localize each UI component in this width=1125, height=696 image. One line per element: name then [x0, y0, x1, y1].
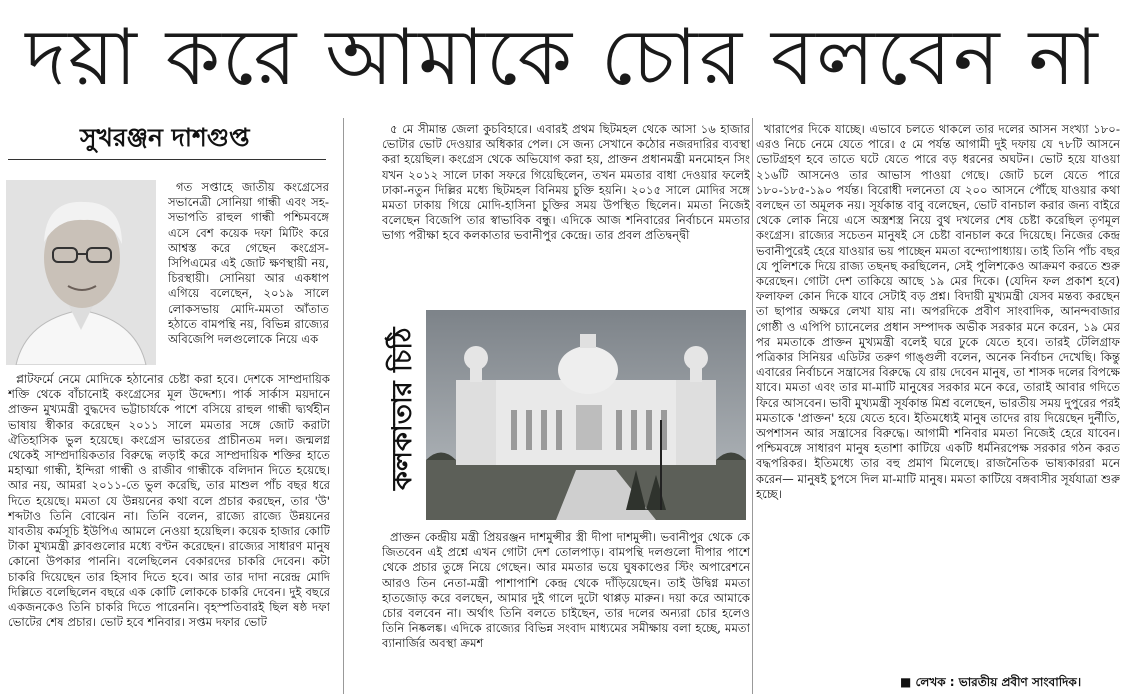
column-3 — [756, 122, 1120, 672]
victoria-memorial-photo — [426, 310, 746, 520]
author-note: ■ লেখক : ভারতীয় প্রবীণ সাংবাদিক। — [900, 675, 1082, 689]
byline-divider — [8, 159, 326, 160]
victoria-memorial-image — [426, 310, 746, 520]
article-paragraph: খারাপের দিকে যাচ্ছে। এভাবে চলতে থাকলে তার দলের আসন সংখ্যা ১৮০-এরও নিচে নেমে যেতে পারে। ৫ মে পর্যন্ত আগামী দুই দফায় যে ৭৮টি আসনে ভোটগ্রহণ হবে তাতে ঘটে যেতে পারে বড় ধরনের অঘটন। ভোট হয়ে যাওয়া ২১৬টি আসনেও তার আভাস পাওয়া গেছে। জোট চলে যেতে পারে ১৮০-১৮৫-১৯০ পর্যন্ত। বিরোধী দলনেতা যে ২০০ আসনে পৌঁছে যাওয়ার কথা বলছেন তা অমূলক নয়। সূর্যকান্ত বাবু বলেছেন, ভোট বানচাল করার জন্য বাইরে থেকে লোক নিয়ে এসে অস্ত্রশস্ত্র নিয়ে বুথ দখলের শেষ চেষ্টা করেছিল তৃণমূল কংগ্রেস। রাজ্যের সচেতন মানুষই সে চেষ্টা বানচাল করে দিয়েছে। নিজের কেন্দ্র ভবানীপুরেই হেরে যাওয়ার ভয় পাচ্ছেন মমতা বন্দ্যোপাধ্যায়। তাই তিনি পাঁচ বছর যে পুলিশকে দিয়ে রাজ্য তছনছ করছিলেন, সেই পুলিশকেও আক্রমণ করতে শুরু করেছেন। গোটা দেশ তাকিয়ে আছে ১৯ মের দিকে। (যেদিন ফল প্রকাশ হবে) ফলাফল কোন দিকে যাবে সেটাই বড় প্রশ্ন। বিদায়ী মুখ্যমন্ত্রী যেসব মন্তব্য করছেন তা ছাপার অক্ষরে লেখা যায় না। অপরদিকে প্রবীণ সাংবাদিক, আনন্দবাজার গোষ্ঠী ও এপিপি চ্যানেলের প্রধান সম্পাদক অভীক সরকার মনে করেন, ১৯ মের পর মমতাকে প্রাক্তন মুখ্যমন্ত্রী বলেই ঘরে ঢুকে যেতে হবে। তারই টেলিগ্রাফ পত্রিকার সিনিয়র এডিটর তরুণ গাঙ্গুলী বলেন, অনেক নির্বাচন দেখেছি। কিন্তু এবারের নির্বাচনে সন্ত্রাসের বিরুদ্ধে যে রায় দেবেন মানুষ, তা শাসক দলের বিপক্ষে যাবে। মমতা এবং তার মা-মাটি মানুষের সরকার মনে করে, তারাই আবার গদিতে ফিরে আসবেন। ভাবী মুখ্যমন্ত্রী সূর্যকান্ত মিশ্র বলেছেন, ভারতীয় সময় দুপুরের পরই মমতাকে 'প্রাক্তন' হয়ে যেতে হবে। ইতিমধ্যেই মানুষ তাদের রায় দিয়েছেন দুর্নীতি, অপশাসন আর সন্ত্রাসের বিরুদ্ধে। আগামী শনিবার মমতা নিজেই হেরে যাবেন। পশ্চিমবঙ্গে সাধারণ মানুষ হতাশা কাটিয়ে একটি ধর্মনিরপেক্ষ সরকার গঠন করত বদ্ধপরিকর। ইতিমধ্যে তার বহু প্রমাণ মিলেছে। রাজনৈতিক ভাষ্যকাররা মনে করেন— মানুষই চুপসে দিল মা-মাটি মানুষ। মমতা কাটিয়ে বঙ্গবাসীর সূর্যযাত্রা শুরু হচ্ছে। — [756, 122, 1120, 501]
column-2-top — [382, 122, 750, 304]
column-divider — [343, 118, 344, 694]
headline: দয়া করে আমাকে চোর বলবেন না — [25, 13, 1100, 103]
column-1-bottom — [8, 372, 330, 694]
column-divider — [752, 118, 753, 694]
article-paragraph: গত সপ্তাহে জাতীয় কংগ্রেসের সভানেত্রী সোনিয়া গান্ধী এবং সহ-সভাপতি রাহুল গান্ধী পশ্চিমবঙ্গে এসে বেশ কয়েক দফা মিটিং করে আশ্বস্ত করে গেছেন কংগ্রেস-সিপিএমের এই জোট ক্ষণস্থায়ী নয়, চিরস্থায়ী। সোনিয়া আর একধাপ এগিয়ে বলেছেন, ২০১৯ সালে লোকসভায় মোদি-মমতা আঁতাত হঠাতে বামপন্থি নয়, বিভিন্ন রাজ্যের অবিজেপি দলগুলোকে নিয়ে এক — [168, 180, 329, 347]
author-portrait — [6, 180, 156, 365]
photo-caption: কলকাতার চিঠি — [387, 327, 418, 490]
article-paragraph: প্লাটফর্মে নেমে মোদিকে হঠানোর চেষ্টা করা হবে। দেশকে সাম্প্রদায়িক শক্তি থেকে বাঁচানোই কংগ্রেসের মূল উদ্দেশ্য। পার্ক সার্কাস ময়দানে প্রাক্তন মুখ্যমন্ত্রী বুদ্ধদেব ভট্টাচার্যকে পাশে বসিয়ে রাহুল গান্ধী দ্ব্যর্থহীন ভাষায় স্বীকার করেছেন ২০১১ সালে মমতার সঙ্গে জোট করাটা ঐতিহাসিক ভুল হয়েছে। কংগ্রেস ভারতের প্রাচীনতম দল। জন্মলগ্ন থেকেই সাম্প্রদায়িকতার বিরুদ্ধে লড়াই করে সাম্প্রদায়িক শক্তির হাতে মহাত্মা গান্ধী, ইন্দিরা গান্ধী ও রাজীব গান্ধীকে বলিদান দিতে হয়েছে। আর নয়, আমরা ২০১১-তে ভুল করেছি, তার মাশুল পাঁচ বছর ধরে দিতে হয়েছে। মমতা যে উন্নয়নের কথা বলে প্রচার করছেন, তার 'উ' শব্দটাও তিনি বোঝেন না। তিনি বলেন, রাজ্যে রাজ্যে উন্নয়নের যাবতীয় কর্মসূচি ইউপিএ আমলে নেওয়া হয়েছিল। কয়েক হাজার কোটি টাকা মুখ্যমন্ত্রী ক্লাবগুলোর মধ্যে বণ্টন করেছেন। রাজ্যের সাধারণ মানুষ কোনো উপকার পাননি। বলেছিলেন বেকারদের চাকরি দেবেন। কটা চাকরি দিয়েছেন তার হিসাব দিতে হবে। আর তার দাদা নরেন্দ্র মোদি দিল্লিতে বলেছিলেন বছরে এক কোটি লোককে চাকরি দেবেন। দুই বছরে একজনকেও তিনি চাকরি দিতে পারেননি। বৃহস্পতিবারই ছিল ষষ্ঠ দফা ভোটের শেষ প্রচার। ভোট হবে শনিবার। সপ্তম দফার ভোট — [8, 372, 330, 630]
article-paragraph: প্রাক্তন কেন্দ্রীয় মন্ত্রী প্রিয়রঞ্জন দাশমুন্সীর স্ত্রী দীপা দাশমুন্সী। ভবানীপুর থেকে কে জিতবেন এই প্রশ্নে এখন গোটা দেশ তোলপাড়। বামপন্থি দলগুলো দীপার পাশে থেকে প্রচার তুঙ্গে নিয়ে গেছেন। আর মমতার ভয়ে ঘুষকাণ্ডের স্টিং অপারেশনে আরও তিন নেতা-মন্ত্রী পাশাপাশি কেন্দ্র থেকে দাঁড়িয়েছেন। তাই উদ্বিগ্ন মমতা হাতজোড় করে বলছেন, আমার দুই গালে দুটো থাপ্পড় মারুন। দয়া করে আমাকে চোর বলবেন না। অর্থাৎ তিনি বলতে চাইছেন, তার দলের অন্যরা চোর হলেও তিনি নিষ্কলঙ্ক। এদিকে রাজ্যের বিভিন্ন সংবাদ মাধ্যমের সমীক্ষায় বলা হচ্ছে, মমতা ব্যানার্জির অবস্থা ক্রমশ — [382, 530, 750, 651]
author-portrait-image — [6, 180, 156, 365]
author-byline: সুখরঞ্জন দাশগুপ্ত — [80, 123, 250, 152]
article-paragraph: ৫ মে সীমান্ত জেলা কুচবিহারে। এবারই প্রথম ছিটমহল থেকে আসা ১৬ হাজার ভোটার ভোট দেওয়ার অধিকার পেল। সে জন্য সেখানে কঠোর নজরদারির ব্যবস্থা করা হয়েছিল। কংগ্রেস থেকে অভিযোগ করা হয়, প্রাক্তন প্রধানমন্ত্রী মনমোহন সিং যখন ২০১২ সালে ঢাকা সফরে গিয়েছিলেন, তখন মমতার বাধা দেওয়ার ফলেই ঢাকা-নতুন দিল্লির মধ্যে ছিটমহল বিনিময় চুক্তি হয়নি। ২০১৫ সালে মোদির সঙ্গে মমতা ঢাকায় গিয়ে মোদি-হাসিনা চুক্তির সময় উপস্থিত ছিলেন। মমতা নিজেই বলেছেন বিজেপি তার স্বাভাবিক বন্ধু। এদিকে আজ শনিবারের নির্বাচনে মমতার ভাগ্য পরীক্ষা হবে কলকাতার ভবানীপুর কেন্দ্রে। তার প্রবল প্রতিদ্বন্দ্বী — [382, 122, 750, 243]
column-2-bottom — [382, 530, 750, 694]
column-1-top — [168, 180, 329, 374]
